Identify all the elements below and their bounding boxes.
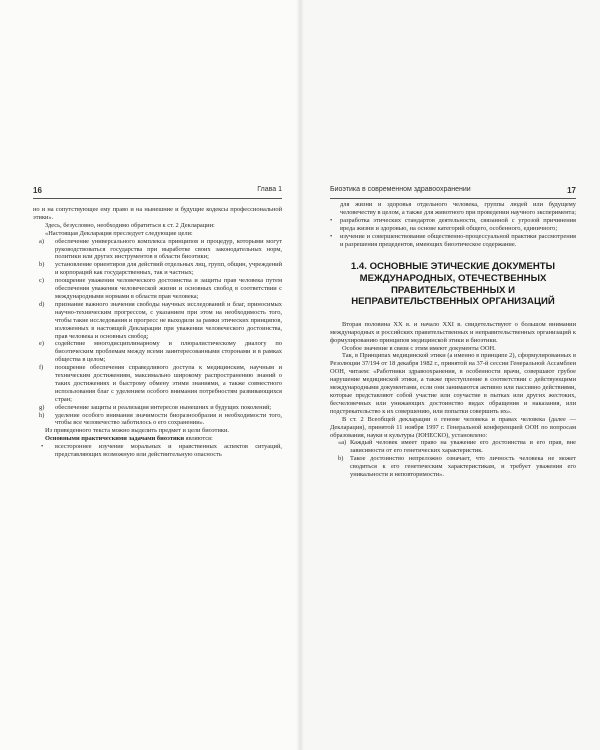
list-label: d)	[39, 300, 45, 308]
declaration-quote-list	[330, 439, 576, 479]
list-label: g)	[39, 403, 45, 411]
list-item	[330, 439, 576, 455]
right-page	[300, 0, 600, 750]
list-text: Каждый человек имеет право на уважение его достоинства и его прав, вне зависимости от его генетических характеристик.	[350, 439, 576, 455]
paragraph: но и на сопутствующее ему право и на нынешние и будущие кодексы профессиональной этики».	[33, 206, 282, 221]
list-label: b)	[338, 455, 344, 463]
list-text: поощрение обеспечения справедливого доступа к медицинским, научным и техническим достижениям, максимально широкому распространению знаний о таких достижениях и быстрому обмену этими знаниями, а также совместного использования благ с уделением особого внимания потребностям развивающихся стран;	[55, 364, 282, 403]
list-text: содействие многодисциплинарному и плюралистическому диалогу по биоэтическим проблемам между всеми заинтересованными сторонами и в рамках общества в целом;	[55, 340, 282, 364]
running-head: Глава 1	[257, 186, 282, 193]
list-label: c)	[39, 277, 44, 285]
list-item	[33, 277, 282, 301]
tasks-list	[33, 443, 282, 459]
header-rule	[330, 198, 576, 199]
section-title: 1.4. ОСНОВНЫЕ ЭТИЧЕСКИЕ ДОКУМЕНТЫ МЕЖДУНАРОДНЫХ, ОТЕЧЕСТВЕННЫХ ПРАВИТЕЛЬСТВЕННЫХ И НЕПРАВИТЕЛЬСТВЕННЫХ ОРГАНИЗАЦИЙ	[350, 261, 556, 308]
list-item	[330, 455, 576, 479]
list-item	[330, 233, 576, 249]
bullet-icon: •	[330, 232, 333, 240]
list-item	[33, 340, 282, 364]
paragraph: Вторая половина XX в. и начало XXI в. свидетельствуют о большом внимании международных и российских правительственных и неправительственных организаций к формулированию принципов медицинской этики и биоэтики.	[330, 320, 576, 344]
book-gutter	[296, 0, 304, 750]
list-item	[33, 364, 282, 404]
list-item	[330, 201, 576, 217]
bullet-icon: •	[41, 443, 44, 451]
paragraph: В ст. 2 Всеобщей декларации о геноме человека и правах человека (далее — Декларация), принятой 11 ноября 1997 г. Генеральной конференцией ООН по вопросам образования, науки и культуры (ЮНЕСКО), установлено:	[330, 415, 576, 439]
list-text: разработка этических стандартов деятельности, связанной с угрозой причинения вреда жизни и здоровью, на основе категорий общего, особенного, единичного;	[340, 216, 576, 232]
tasks-list-continued	[330, 201, 576, 248]
list-label: «a)	[338, 439, 347, 447]
list-item	[33, 301, 282, 341]
left-page-body	[33, 206, 282, 459]
paragraph: Из приведенного текста можно выделить предмет и цели биоэтики.	[45, 427, 230, 435]
bullet-icon: •	[330, 216, 333, 224]
list-text: для жизни и здоровья отдельного человека, группы людей или будущему человечеству в целом, а также для животного при проведении научного эксперимента;	[340, 201, 576, 216]
page-number: 17	[567, 186, 576, 195]
list-label: f)	[39, 364, 44, 372]
bold-phrase: Основными практическими задачами биоэтики	[45, 435, 185, 443]
list-text: признание важного значения свободы научных исследований и благ, приносимых научно-техническим прогрессом, с указанием при этом на необходимость того, чтобы такие исследования и прогресс не выходили за рамки этических принципов, изложенных в настоящей Декларации при уважении человеческого достоинства, прав человека и основных свобод;	[55, 300, 282, 340]
list-text: изучение и совершенствование общественно-процессуальной практики рассмотрения и разрешения прецедентов, имеющих биоэтическое содержание.	[340, 232, 576, 248]
text-run: являются:	[184, 435, 213, 443]
list-item	[33, 404, 282, 412]
paragraph: Здесь, безусловно, необходимо обратиться к ст. 2 Декларации:	[45, 221, 215, 229]
list-label: h)	[39, 411, 45, 419]
header-rule	[33, 198, 282, 199]
right-page-body	[330, 201, 576, 479]
list-text: установление ориентиров для действий отдельных лиц, групп, общин, учреждений и корпораций как государственных, так и частных;	[55, 261, 282, 277]
page-number: 16	[33, 186, 42, 195]
list-text: обеспечение универсального комплекса принципов и процедур, которыми могут руководствоваться государства при выработке своих законодательных норм, политики или других инструментов в области биоэтики;	[55, 237, 282, 261]
list-item	[330, 217, 576, 233]
paragraph: Особое значение в связи с этим имеют документы ООН.	[342, 344, 496, 352]
list-item	[33, 412, 282, 428]
paragraph: «Настоящая Декларация преследует следующие цели:	[45, 229, 193, 237]
list-label: b)	[39, 261, 45, 269]
paragraph: Так, в Принципах медицинской этики (а именно в принципе 2), сформулированных в Резолюции 37/194 от 18 декабря 1982 г., принятой на 37-й сессии Генеральной Ассамблеи ООН, читаем: «Работники здравоохранения, в особенности врачи, совершают грубое нарушение медицинской этики, а также преступление в соответствии с действующими международными документами, если они занимаются активно или пассивно действиями, которые представляют собой участие или соучастие в пытках или других жестоких, бесчеловечных или унижающих достоинство видах обращения и наказания, или подстрекательство к их совершению, или попытки совершить их».	[330, 352, 576, 415]
list-label: e)	[39, 340, 44, 348]
goals-list	[33, 238, 282, 428]
list-item	[33, 443, 282, 459]
list-item	[33, 261, 282, 277]
list-text: всестороннее изучение моральных и нравственных аспектов ситуаций, представляющих возможную или действительную опасность	[55, 443, 282, 459]
list-text: поощрение уважения человеческого достоинства и защиты прав человека путем обеспечения уважения человеческой жизни и основных свобод в соответствии с международными нормами в области прав человека;	[55, 277, 282, 300]
list-text: Такое достоинство непреложно означает, что личность человека не может сводиться к его генетическим характеристикам, и требует уважения его уникальности и неповторимости».	[350, 455, 576, 479]
list-text: обеспечение защиты и реализация интересов нынешних и будущих поколений;	[55, 403, 272, 411]
list-item	[33, 238, 282, 262]
list-label: a)	[39, 237, 44, 245]
list-text: уделение особого внимания значимости биоразнообразия и необходимости того, чтобы все человечество заботилось о его сохранении».	[55, 411, 282, 427]
running-head: Биоэтика в современном здравоохранении	[330, 186, 471, 193]
paragraph	[33, 435, 282, 443]
